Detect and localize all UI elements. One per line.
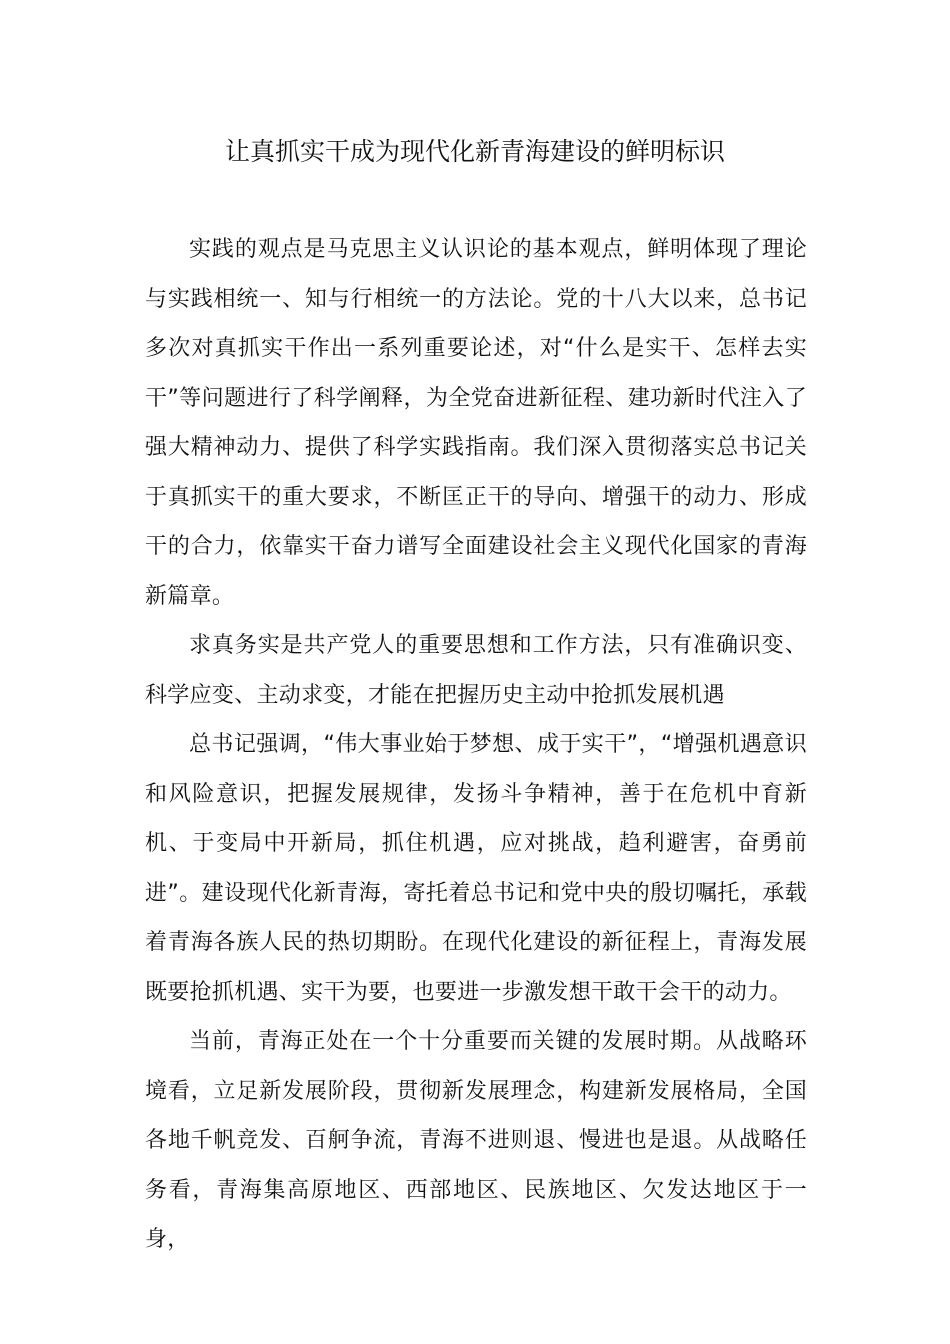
paragraph-1: 实践的观点是马克思主义认识论的基本观点，鲜明体现了理论与实践相统一、知与行相统一的方法论。党的十八大以来，总书记多次对真抓实干作出一系列重要论述，对“什么是实干、怎样去实干”等问题进行了科学阐释，为全党奋进新征程、建功新时代注入了强大精神动力、提供了科学实践指南。我们深入贯彻落实总书记关于真抓实干的重大要求，不断匡正干的导向、增强干的动力、形成干的合力，依靠实干奋力谱写全面建设社会主义现代化国家的青海新篇章。 bbox=[145, 237, 807, 609]
document-title: 让真抓实干成为现代化新青海建设的鲜明标识 bbox=[224, 137, 725, 166]
paragraph-2: 求真务实是共产党人的重要思想和工作方法，只有准确识变、科学应变、主动求变，才能在把握历史主动中抢抓发展机遇 bbox=[145, 633, 807, 708]
paragraph-4: 当前，青海正处在一个十分重要而关键的发展时期。从战略环境看，立足新发展阶段，贯彻新发展理念，构建新发展格局，全国各地千帆竞发、百舸争流，青海不进则退、慢进也是退。从战略任务看，青海集高原地区、西部地区、民族地区、欠发达地区于一身， bbox=[145, 1029, 807, 1252]
document-body bbox=[145, 225, 807, 1265]
paragraph-3: 总书记强调，“伟大事业始于梦想、成于实干”，“增强机遇意识和风险意识，把握发展规律，发扬斗争精神，善于在危机中育新机、于变局中开新局，抓住机遇，应对挑战，趋利避害，奋勇前进”。建设现代化新青海，寄托着总书记和党中央的殷切嘱托，承载着青海各族人民的热切期盼。在现代化建设的新征程上，青海发展既要抢抓机遇、实干为要，也要进一步激发想干敢干会干的动力。 bbox=[145, 732, 807, 1005]
